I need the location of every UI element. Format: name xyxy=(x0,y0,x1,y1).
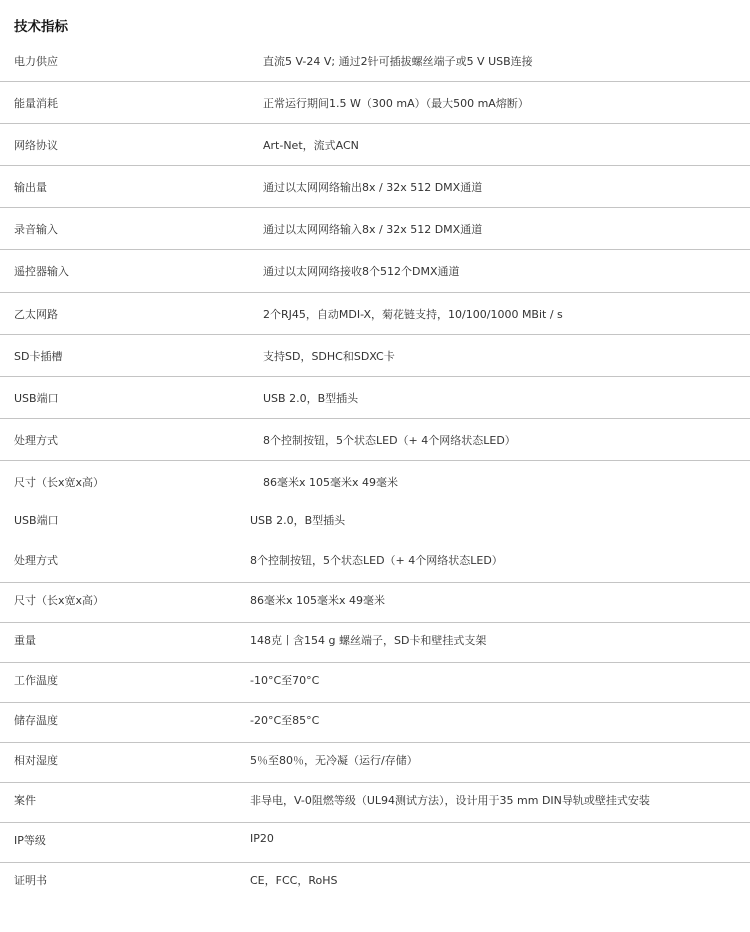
spec-label: 能量消耗 xyxy=(14,97,58,111)
spec-row-sd-slot xyxy=(0,335,750,377)
spec-label: USB端口 xyxy=(14,391,59,405)
spec-label: 工作温度 xyxy=(14,674,58,687)
spec-row-handling xyxy=(0,543,750,583)
spec-label: 重量 xyxy=(14,634,36,647)
spec-row-power-consumption xyxy=(0,82,750,124)
spec-value: 支持SD，SDHC和SDXC卡 xyxy=(263,349,395,363)
spec-row-network-protocol xyxy=(0,124,750,166)
spec-label: 输出量 xyxy=(14,181,47,195)
spec-value: IP20 xyxy=(250,832,274,845)
spec-value: 通过以太网网络输出8x / 32x 512 DMX通道 xyxy=(263,181,483,195)
spec-row-weight xyxy=(0,623,750,663)
spec-label: 相对湿度 xyxy=(14,754,58,767)
page-title: 技术指标 xyxy=(14,19,68,35)
spec-value: 5％至80％，无冷凝（运行/存储） xyxy=(250,754,418,767)
spec-row-storage-temperature xyxy=(0,703,750,743)
spec-value: 2个RJ45，自动MDI-X，菊花链支持，10/100/1000 MBit / s xyxy=(263,307,563,321)
spec-label: 网络协议 xyxy=(14,139,58,153)
spec-label: SD卡插槽 xyxy=(14,349,63,363)
spec-label: 尺寸（长x宽x高） xyxy=(14,475,105,489)
spec-value: 通过以太网网络输入8x / 32x 512 DMX通道 xyxy=(263,223,483,237)
spec-value: Art-Net，流式ACN xyxy=(263,139,359,153)
spec-table-primary xyxy=(0,40,750,503)
spec-row-handling xyxy=(0,419,750,461)
spec-value: -10°C至70°C xyxy=(250,674,320,687)
spec-table-secondary xyxy=(0,503,750,903)
spec-label: USB端口 xyxy=(14,514,59,527)
spec-row-housing xyxy=(0,783,750,823)
spec-value: CE，FCC，RoHS xyxy=(250,874,338,887)
spec-label: 录音输入 xyxy=(14,223,58,237)
spec-row-recording-input xyxy=(0,208,750,250)
spec-value: 8个控制按钮，5个状态LED（+ 4个网络状态LED） xyxy=(250,554,503,567)
spec-value: 正常运行期间1.5 W（300 mA）（最大500 mA熔断） xyxy=(263,97,529,111)
spec-value: 148克丨含154 g 螺丝端子，SD卡和壁挂式支架 xyxy=(250,634,487,647)
spec-value: -20°C至85°C xyxy=(250,714,320,727)
spec-row-usb-port xyxy=(0,377,750,419)
spec-label: 遥控器输入 xyxy=(14,265,69,279)
spec-value: 直流5 V-24 V; 通过2针可插拔螺丝端子或5 V USB连接 xyxy=(263,55,533,68)
spec-row-ip-rating xyxy=(0,823,750,863)
spec-row-ethernet xyxy=(0,293,750,335)
spec-label: 案件 xyxy=(14,794,36,807)
spec-value: 通过以太网网络接收8个512个DMX通道 xyxy=(263,265,460,279)
spec-row-operating-temperature xyxy=(0,663,750,703)
spec-value: 非导电，V-0阻燃等级（UL94测试方法），设计用于35 mm DIN导轨或壁挂式安装 xyxy=(250,794,650,807)
spec-value: 8个控制按钮，5个状态LED（+ 4个网络状态LED） xyxy=(263,433,516,447)
spec-row-power-supply xyxy=(0,40,750,82)
spec-row-dimensions xyxy=(0,583,750,623)
spec-label: 乙太网路 xyxy=(14,307,58,321)
spec-label: 处理方式 xyxy=(14,554,58,567)
spec-row-relative-humidity xyxy=(0,743,750,783)
spec-label: 储存温度 xyxy=(14,714,58,727)
spec-row-output xyxy=(0,166,750,208)
spec-row-dimensions xyxy=(0,461,750,503)
spec-label: 电力供应 xyxy=(14,55,58,68)
spec-value: USB 2.0，B型插头 xyxy=(263,391,359,405)
spec-value: 86毫米x 105毫米x 49毫米 xyxy=(250,594,386,607)
spec-label: IP等级 xyxy=(14,834,46,847)
spec-value: 86毫米x 105毫米x 49毫米 xyxy=(263,475,399,489)
spec-label: 尺寸（长x宽x高） xyxy=(14,594,105,607)
spec-row-certificates xyxy=(0,863,750,903)
spec-row-remote-input xyxy=(0,250,750,292)
spec-label: 处理方式 xyxy=(14,433,58,447)
spec-row-usb-port xyxy=(0,503,750,543)
spec-label: 证明书 xyxy=(14,874,47,887)
spec-value: USB 2.0，B型插头 xyxy=(250,514,346,527)
